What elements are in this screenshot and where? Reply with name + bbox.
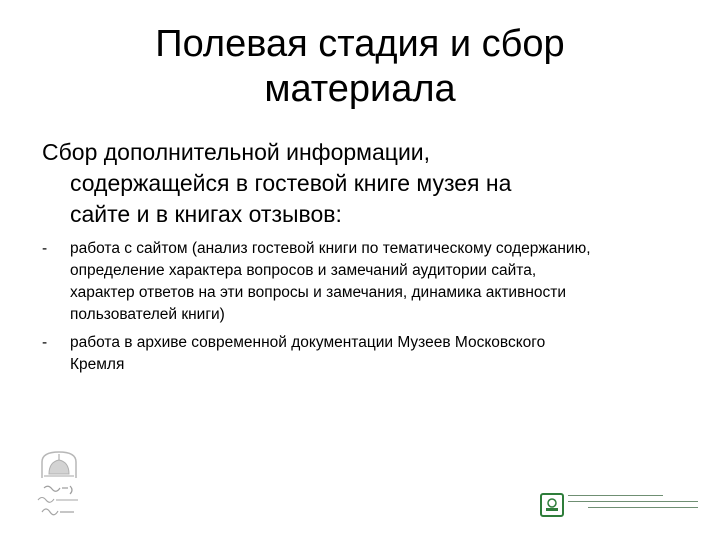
bullet-1-line-4: пользователей книги) [70,306,225,323]
research-center-icon [540,493,564,517]
bullet-2-line-1: работа в архиве современной документации Музеев Московского [70,334,546,351]
lead-paragraph [42,137,682,230]
lead-line-3: сайте и в книгах отзывов: [70,201,342,227]
slide-title [60,22,660,112]
bullet-list [42,238,692,382]
bullet-marker: - [42,334,48,351]
bullet-item [42,238,692,326]
bullet-item [42,332,692,376]
research-center-logo [540,493,700,521]
kremlin-museums-logo [34,448,84,523]
title-line-2: материала [264,68,456,110]
title-line-1: Полевая стадия и сбор [155,23,565,65]
lead-line-1: Сбор дополнительной информации, [42,139,431,165]
bullet-1-line-1: работа с сайтом (анализ гостевой книги по тематическому содержанию, [70,240,591,257]
bullet-marker: - [42,240,48,257]
bullet-2-line-2: Кремля [70,356,125,373]
kremlin-museums-logo-icon [34,448,84,523]
lead-line-2: содержащейся в гостевой книге музея на [70,170,512,196]
bullet-1-line-3: характер ответов на эти вопросы и замечания, динамика активности [70,284,566,301]
research-center-wordmark [568,495,698,513]
bullet-1-line-2: определение характера вопросов и замечаний аудитории сайта, [70,262,537,279]
